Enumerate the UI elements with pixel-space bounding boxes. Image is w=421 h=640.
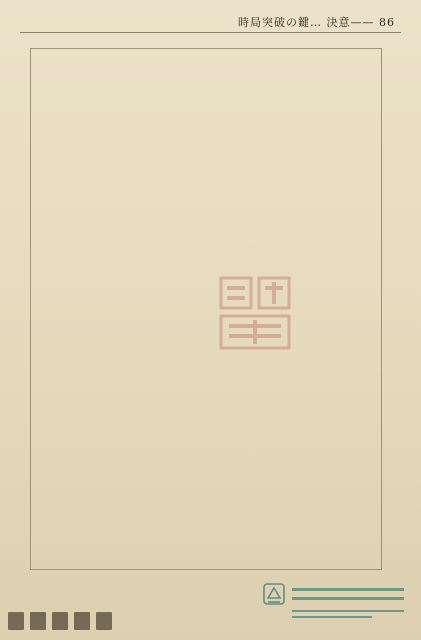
seal-icon [215, 270, 295, 355]
body-text-block [40, 56, 370, 556]
running-head: 時局突破の鍵… 決意—— 86 [238, 16, 395, 29]
header-rule [20, 32, 401, 33]
seal-icon [4, 606, 124, 636]
library-logo-icon [262, 580, 412, 624]
